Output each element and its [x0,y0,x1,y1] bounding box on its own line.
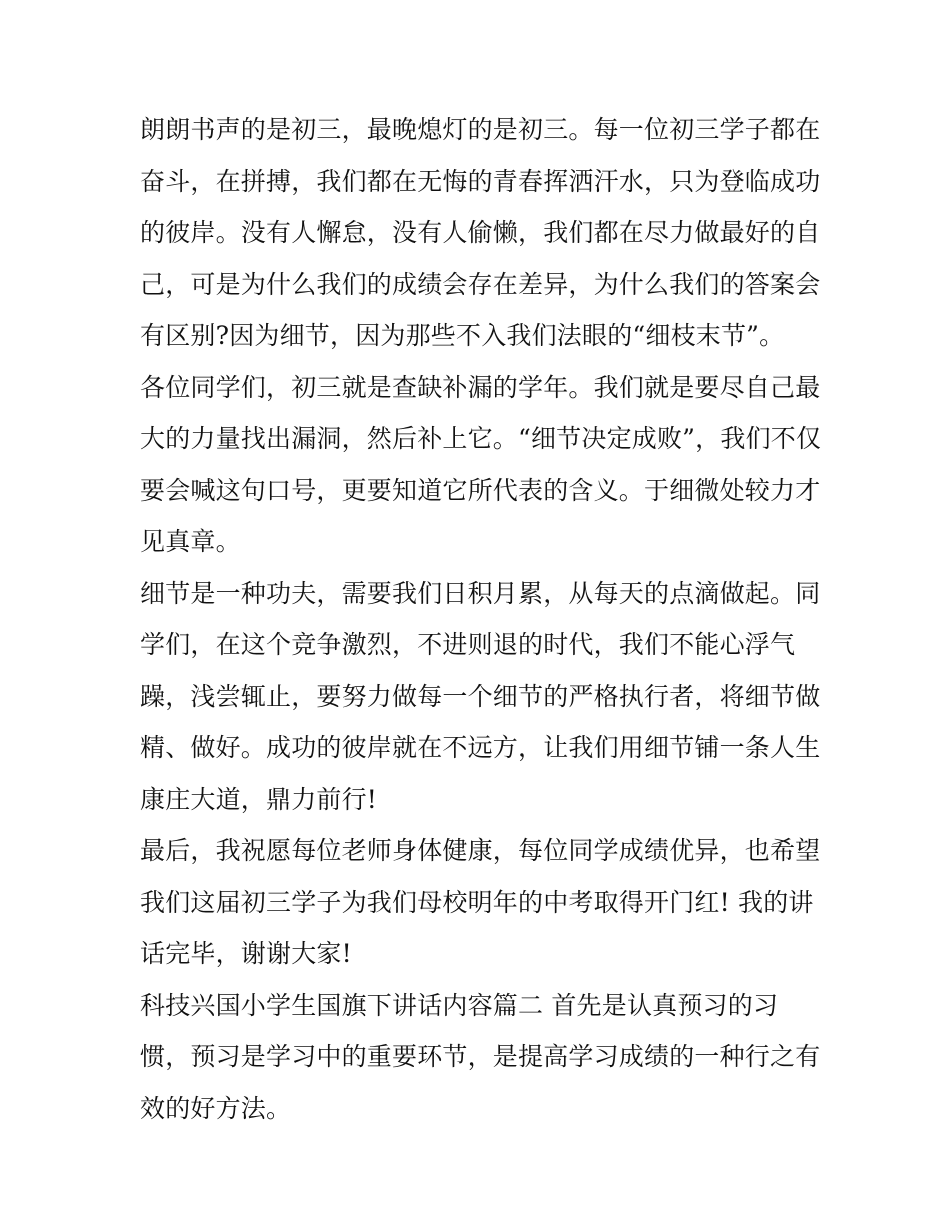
document-body [140,104,820,1134]
text-line: 大的力量找出漏洞，然后补上它。“细节决定成败”，我们不仅 [140,424,822,453]
text-line: 科技兴国小学生国旗下讲话内容篇二 首先是认真预习的习 [140,990,779,1020]
text-line: 效的好方法。 [140,1093,292,1123]
text-line: 精、做好。成功的彼岸就在不远方，让我们用细节铺一条人生 [140,733,821,762]
text-line: 最后，我祝愿每位老师身体健康，每位同学成绩优异，也希望 [140,836,821,865]
text-line: 有区别?因为细节，因为那些不入我们法眼的“细枝末节”。 [140,321,785,350]
text-line: 细节是一种功夫，需要我们日积月累，从每天的点滴做起。同 [140,578,821,608]
text-line: 各位同学们，初三就是查缺补漏的学年。我们就是要尽自己最 [140,372,821,402]
text-line: 己，可是为什么我们的成绩会存在差异，为什么我们的答案会 [140,269,821,299]
text-line: 的彼岸。没有人懈怠，没有人偷懒，我们都在尽力做最好的自 [140,218,821,247]
text-line: 惯，预习是学习中的重要环节，是提高学习成绩的一种行之有 [140,1042,821,1071]
text-line: 学们，在这个竞争激烈，不进则退的时代，我们不能心浮气 [140,630,796,659]
text-line: 我们这届初三学子为我们母校明年的中考取得开门红! 我的讲 [140,887,814,917]
text-line: 朗朗书声的是初三，最晚熄灯的是初三。每一位初三学子都在 [140,115,821,144]
text-line: 要会喊这句口号，更要知道它所代表的含义。于细微处较力才 [140,475,821,505]
text-line: 话完毕，谢谢大家! [140,939,352,968]
text-line: 奋斗，在拼搏，我们都在无悔的青春挥洒汗水，只为登临成功 [140,166,821,196]
text-line: 见真章。 [140,527,241,556]
text-line: 康庄大道，鼎力前行! [140,784,378,814]
text-line: 躁，浅尝辄止，要努力做每一个细节的严格执行者，将细节做 [140,681,821,711]
